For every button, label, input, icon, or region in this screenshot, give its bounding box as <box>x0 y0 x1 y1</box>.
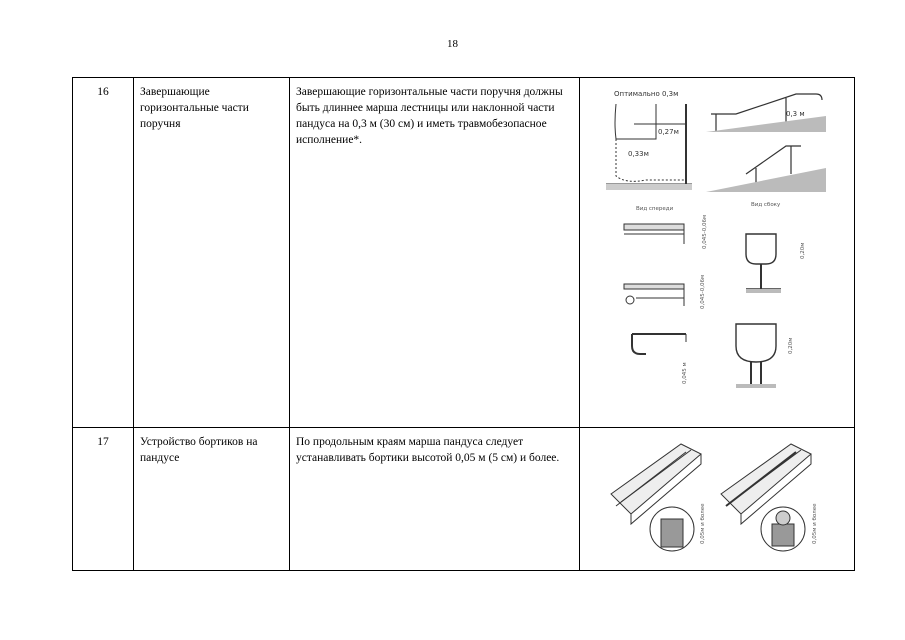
ramp-handrail-sketch <box>706 94 826 192</box>
label-side-view: Вид сбоку <box>751 202 781 208</box>
row-number: 17 <box>73 428 134 571</box>
front-view-profiles <box>624 224 686 354</box>
row-text: Завершающие горизонтальные части поручня должны быть длиннее марша лестницы или наклонной части пандуса на 0,3 м (30 см) и иметь травмобезопасное исполнение*. <box>290 78 580 428</box>
label-curb-a: 0,05м и более <box>700 503 706 544</box>
curb-figure-cell <box>580 428 855 571</box>
ramp-curb-sketch-left <box>611 444 701 551</box>
label-curb-b: 0,05м и более <box>812 503 818 544</box>
ramp-curb-sketch-right <box>721 444 811 551</box>
handrail-figure-cell <box>580 78 855 428</box>
table-row <box>73 428 855 571</box>
label-0045-006-b: 0,045-0,06м <box>700 274 706 309</box>
row-title: Устройство бортиков на пандусе <box>134 428 290 571</box>
label-0045-006-a: 0,045-0,06м <box>702 214 708 249</box>
label-033: 0,33м <box>628 150 649 158</box>
requirements-table <box>72 77 855 571</box>
curb-diagram <box>586 434 852 564</box>
label-020-a: 0,20м <box>800 242 806 259</box>
label-0045: 0,045 м <box>682 362 688 384</box>
row-title: Завершающие горизонтальные части поручня <box>134 78 290 428</box>
row-text: По продольным краям марша пандуса следует устанавливать бортики высотой 0,05 м (5 см) и более. <box>290 428 580 571</box>
label-front-view: Вид спереди <box>636 206 674 212</box>
page-number: 18 <box>447 38 458 50</box>
table-row <box>73 78 855 428</box>
label-03: 0,3 м <box>786 110 805 118</box>
row-number: 16 <box>73 78 134 428</box>
label-020-b: 0,20м <box>788 337 794 354</box>
label-optimal: Оптимально 0,3м <box>614 90 679 98</box>
side-view-profiles <box>736 234 781 388</box>
label-027: 0,27м <box>658 128 679 136</box>
stair-handrail-sketch <box>606 104 692 190</box>
handrail-diagram <box>586 84 852 414</box>
